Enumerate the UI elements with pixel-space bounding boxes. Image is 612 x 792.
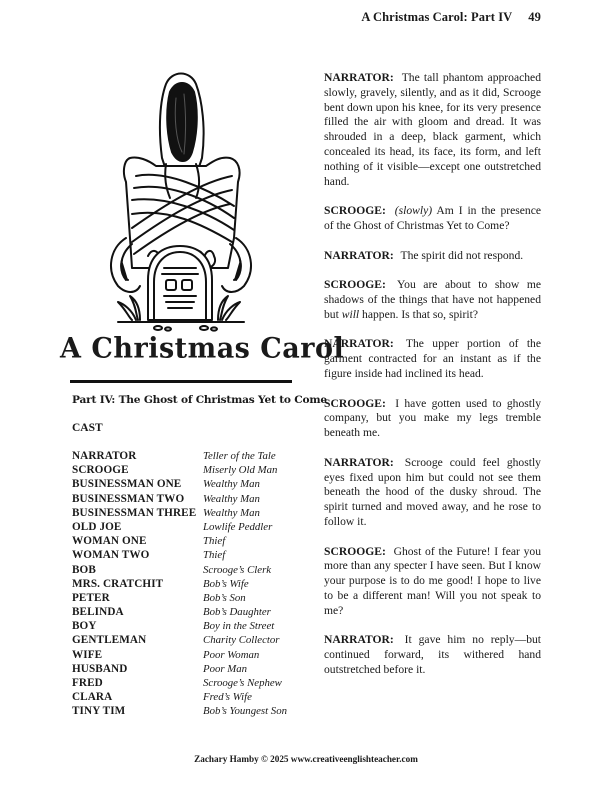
cast-role: WOMAN ONE xyxy=(72,535,147,548)
title-rule xyxy=(70,380,292,383)
cast-description: Bob’s Youngest Son xyxy=(203,705,287,718)
cast-row xyxy=(72,463,302,477)
page-number: 49 xyxy=(528,10,541,24)
dialogue-paragraph xyxy=(324,71,541,189)
cast-description: Bob’s Wife xyxy=(203,577,249,590)
cast-row xyxy=(72,591,302,605)
stage-direction: (slowly) xyxy=(394,204,433,218)
cast-row xyxy=(72,577,302,591)
dialogue-text: The tall phantom approached slowly, gravely, silently, and as it did, Scrooge bent down upon his knee, for its very presence filled the air with gloom and dread. It was shrouded in a deep, black garment, which concealed its head, its face, its form, and left nothing of it visible—except one outstretched hand. xyxy=(324,71,541,188)
cast-description: Thief xyxy=(203,549,226,562)
cast-description: Bob’s Son xyxy=(203,591,246,604)
cast-description: Bob’s Daughter xyxy=(203,606,271,619)
cast-role: PETER xyxy=(72,591,110,604)
speaker-label: NARRATOR: xyxy=(324,71,394,84)
cast-role: HUSBAND xyxy=(72,662,128,675)
cast-description: Lowlife Peddler xyxy=(203,520,273,533)
running-header xyxy=(361,10,541,26)
cast-row xyxy=(72,477,302,491)
footer-copyright: Zachary Hamby © 2025 www.creativeenglishteacher.com xyxy=(194,754,418,764)
cast-row xyxy=(72,548,302,562)
speaker-label: NARRATOR: xyxy=(324,455,394,469)
dialogue-paragraph xyxy=(324,249,541,264)
dialogue-text: I have gotten used to ghostly company, but you make my legs tremble beneath me. xyxy=(324,396,541,440)
cast-row xyxy=(72,648,302,662)
cast-role: BOB xyxy=(72,563,96,576)
cast-row xyxy=(72,662,302,676)
cast-row xyxy=(72,690,302,704)
cast-row xyxy=(72,619,302,633)
dialogue-paragraph xyxy=(324,633,541,677)
cast-description: Poor Man xyxy=(203,662,248,675)
cast-row xyxy=(72,534,302,548)
dialogue-text: happen. Is that so, spirit? xyxy=(362,307,478,321)
cast-role: OLD JOE xyxy=(72,520,122,533)
cast-role: CLARA xyxy=(72,691,113,704)
speaker-label: NARRATOR: xyxy=(324,248,394,262)
cast-role: MRS. CRATCHIT xyxy=(72,577,164,590)
cast-description: Scrooge’s Clerk xyxy=(203,563,272,576)
cast-row xyxy=(72,449,302,463)
cast-description: Thief xyxy=(203,535,226,548)
speaker-label: SCROOGE: xyxy=(324,544,386,558)
dialogue-paragraph xyxy=(324,204,541,234)
cast-role: FRED xyxy=(72,677,103,689)
dialogue-text: It gave him no reply—but continued forward, its withered hand outstretched before it. xyxy=(324,633,542,676)
dialogue-paragraph xyxy=(324,397,541,441)
cast-row xyxy=(72,563,302,577)
cast-row xyxy=(72,633,302,647)
cast-heading: CAST xyxy=(72,422,103,434)
dialogue-text: You are about to show me shadows of the things that have not happened but xyxy=(324,278,541,321)
dialogue-text: Am I in the presence of the Ghost of Christmas Yet to Come? xyxy=(324,204,541,232)
dialogue-paragraph xyxy=(324,545,541,619)
cast-row xyxy=(72,520,302,534)
speaker-label: NARRATOR: xyxy=(324,337,394,351)
cast-role: BUSINESSMAN THREE xyxy=(72,506,197,519)
cast-description: Miserly Old Man xyxy=(203,464,278,477)
cast-role: WOMAN TWO xyxy=(72,549,150,562)
cast-row xyxy=(72,605,302,619)
cast-description: Boy in the Street xyxy=(203,620,275,633)
play-title: A Christmas Carol xyxy=(60,332,345,365)
cast-description: Wealthy Man xyxy=(203,492,260,505)
speaker-label: NARRATOR: xyxy=(324,633,394,647)
speaker-label: SCROOGE: xyxy=(324,278,386,292)
speaker-label: SCROOGE: xyxy=(324,396,386,410)
cast-description: Wealthy Man xyxy=(203,478,260,491)
cast-description: Poor Woman xyxy=(203,648,260,661)
cast-role: SCROOGE xyxy=(72,464,129,477)
hooded-ghost-tombstone-icon xyxy=(96,48,266,333)
cast-row xyxy=(72,506,302,520)
dialogue-paragraph xyxy=(324,337,541,381)
cast-description: Charity Collector xyxy=(203,634,280,647)
cast-role: GENTLEMAN xyxy=(72,634,147,647)
speaker-label: SCROOGE: xyxy=(324,204,386,218)
dialogue-paragraph xyxy=(324,278,541,322)
cast-description: Fred’s Wife xyxy=(203,691,252,704)
emphasized-word: will xyxy=(341,307,360,321)
cast-role: BUSINESSMAN TWO xyxy=(72,492,185,505)
cast-role: TINY TIM xyxy=(72,705,126,718)
cast-description: Teller of the Tale xyxy=(203,450,276,462)
cast-role: BOY xyxy=(72,620,97,633)
cast-description: Wealthy Man xyxy=(203,506,260,519)
cast-role: BUSINESSMAN ONE xyxy=(72,478,182,491)
dialogue-text: The spirit did not respond. xyxy=(400,248,524,262)
part-subtitle: Part IV: The Ghost of Christmas Yet to Come xyxy=(72,394,327,406)
dialogue-column xyxy=(324,71,541,692)
running-title: A Christmas Carol: Part IV xyxy=(361,10,513,24)
dialogue-paragraph xyxy=(324,456,541,530)
cast-row xyxy=(72,676,302,690)
cast-description: Scrooge’s Nephew xyxy=(203,677,282,689)
cast-row xyxy=(72,492,302,506)
cast-role: NARRATOR xyxy=(72,450,137,462)
dialogue-text: Ghost of the Future! I fear you more than any specter I have seen. But I know your purpose is to do me good! I hope to live to be a different man! Will you not speak to me? xyxy=(324,544,541,617)
cast-role: WIFE xyxy=(72,648,103,661)
dialogue-text: The upper portion of the garment contracted for an instant as if the figure inside had inclined its head. xyxy=(324,337,541,380)
dialogue-text: Scrooge could feel ghostly eyes fixed upon him but could not see them beneath the hood of the dusky shroud. The spirit turned and moved away, and he rose to follow it. xyxy=(324,455,541,528)
cast-row xyxy=(72,704,302,718)
cast-role: BELINDA xyxy=(72,606,124,619)
cast-list xyxy=(72,449,302,719)
